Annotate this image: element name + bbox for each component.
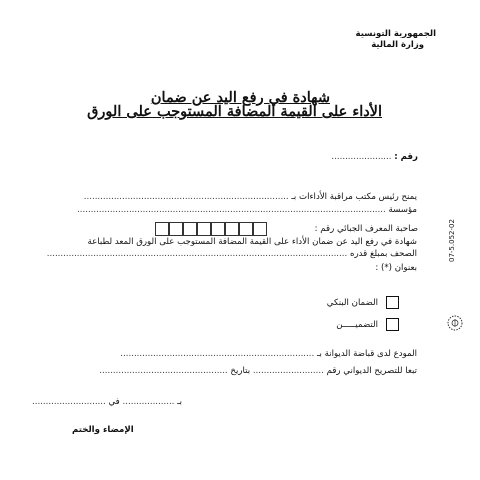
institution-dots[interactable]: ................................................................................................................. [77,205,386,215]
option-bank-guarantee-checkbox[interactable] [386,296,399,309]
signature-label: الإمضاء والختم [72,425,134,435]
certificate-text-line1: شهادة في رفع اليد عن ضمان الأداء على القيمة المضافة المستوجب على الورق المعد لطباعة [87,237,417,247]
declaration-label: تبعا للتصريح الديواني رقم [326,366,417,376]
place-date-line [32,397,182,408]
seal-icon [446,313,464,333]
in-dots[interactable]: ................... [122,397,175,407]
document-title-line2: الأداء على القيمة المضافة المستوجب على الورق [87,103,382,120]
deposit-label: المودع لدى قباضة الديوانة بـ [316,349,417,359]
tax-id-digit-box[interactable] [197,222,211,236]
on-dots[interactable]: ........................... [32,397,106,407]
declaration-line [99,366,417,377]
tax-id-digit-box[interactable] [211,222,225,236]
tax-id-digit-box[interactable] [169,222,183,236]
option-guarantee-label: التضميـــــن [336,320,378,330]
document-title-line1: شهادة في رفع اليد عن ضمان [150,89,330,106]
grant-dots[interactable]: ........................................................................... [83,192,289,202]
certificate-text-line2 [47,249,417,260]
title-label: بعنوان (*) : [375,263,417,273]
tax-id-digit-box[interactable] [253,222,267,236]
amount-dots[interactable]: .............................................................................................................. [46,249,348,259]
number-line [331,152,418,163]
in-label: بـ [177,397,183,407]
deposit-line [120,349,417,360]
grant-line [84,192,417,203]
declaration-dots[interactable]: .......................... [252,366,324,376]
tax-id-digit-box[interactable] [155,222,169,236]
deposit-dots[interactable]: ....................................................................... [120,349,315,359]
tax-id-digit-box[interactable] [225,222,239,236]
option-guarantee-checkbox[interactable] [386,318,399,331]
date-label: بتاريخ [230,366,251,376]
option-bank-guarantee-label: الضمان البنكي [326,298,378,308]
grant-text: يمنح رئيس مكتب مراقبة الأداءات بـ [291,192,417,202]
number-dots[interactable]: ...................... [331,152,392,162]
republic-header: الجمهورية التونسية [355,29,436,39]
tax-id-line [315,224,418,235]
ministry-header: وزارة المالية [371,40,424,50]
date-dots[interactable]: ............................................... [99,366,228,376]
number-label: رقم : [394,152,418,162]
tax-id-digit-box[interactable] [239,222,253,236]
institution-label: مؤسسة [388,205,417,215]
amount-label: الصحف بمبلغ قدره [349,249,417,259]
tax-id-digit-box[interactable] [183,222,197,236]
institution-line [77,205,417,216]
tax-id-label: صاحبة المعرف الجبائي رقم : [314,224,418,234]
on-label: في [108,397,120,407]
form-code: 07-5.052-02 [448,219,456,262]
